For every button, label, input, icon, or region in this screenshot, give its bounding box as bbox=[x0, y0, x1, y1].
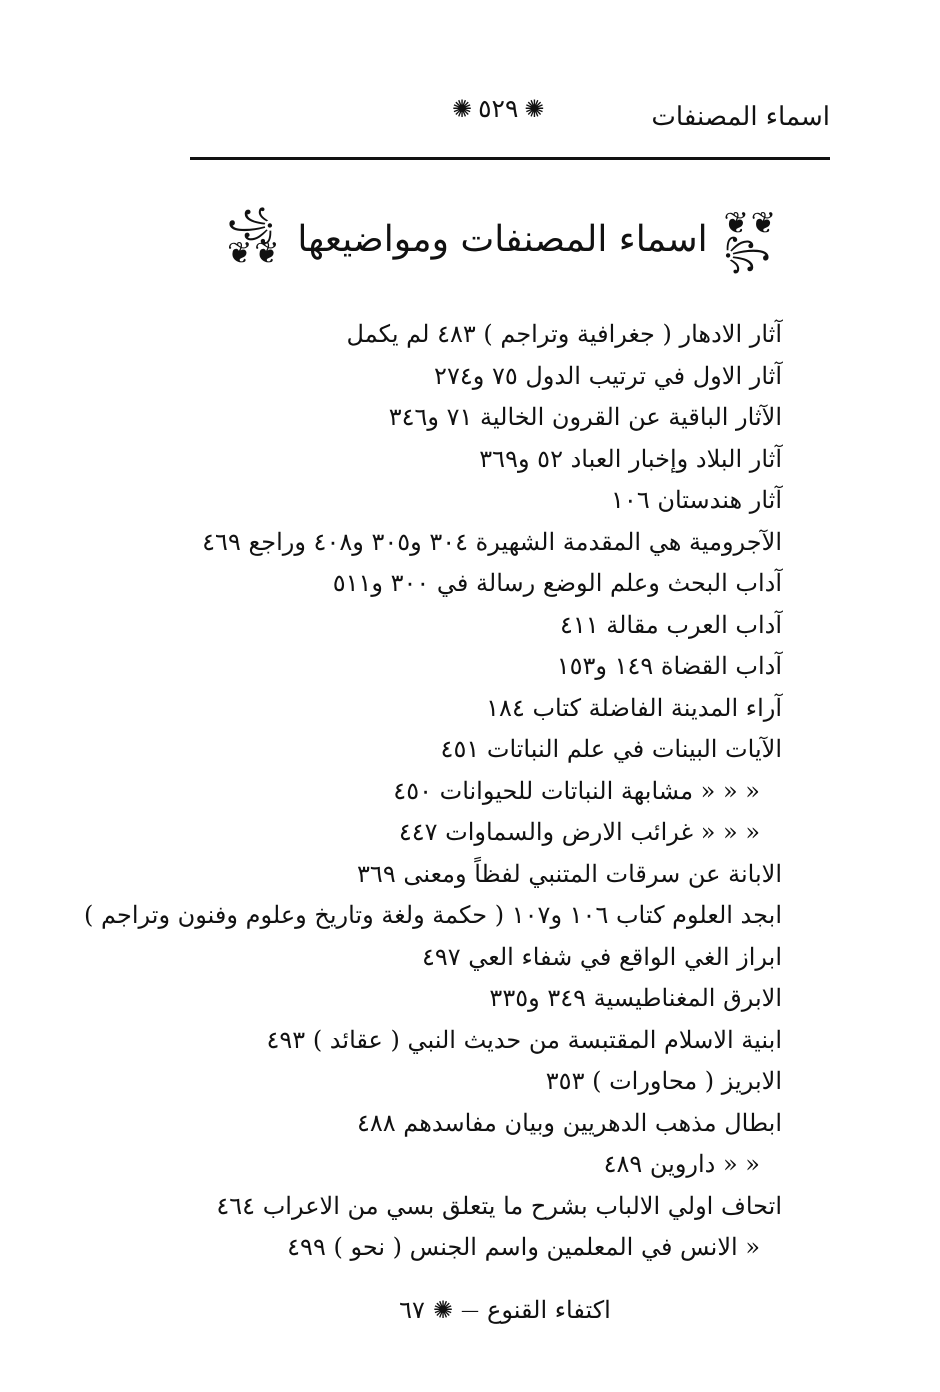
star-ornament-icon: ✺ bbox=[452, 94, 473, 123]
list-item: الابريز ( محاورات ) ٣٥٣ bbox=[545, 1067, 782, 1095]
list-item: « « داروين ٤٨٩ bbox=[603, 1150, 760, 1178]
footer-signature bbox=[370, 1290, 640, 1330]
list-item: آداب العرب مقالة ٤١١ bbox=[559, 610, 782, 639]
footer-text: اكتفاء القنوع bbox=[487, 1296, 611, 1324]
list-item: ابجد العلوم كتاب ١٠٦ و١٠٧ ( حكمة ولغة وتاريخ وعلوم وفنون وتراجم ) bbox=[84, 901, 782, 929]
running-header bbox=[190, 92, 830, 142]
list-item: آداب البحث وعلم الوضع رسالة في ٣٠٠ و٥١١ bbox=[332, 569, 782, 597]
title-banner bbox=[227, 206, 778, 271]
list-item: الآيات البينات في علم النباتات ٤٥١ bbox=[440, 735, 782, 763]
entry-list bbox=[84, 314, 782, 1269]
list-item: اتحاف اولي الالباب بشرح ما يتعلق بسي من الاعراب ٤٦٤ bbox=[216, 1191, 782, 1220]
header-title: اسماء المصنفات bbox=[651, 102, 830, 132]
list-item: « « « غرائب الارض والسماوات ٤٤٧ bbox=[398, 818, 760, 846]
section-title: اسماء المصنفات ومواضيعها bbox=[297, 218, 708, 260]
list-item: الابرق المغناطيسية ٣٤٩ و٣٣٥ bbox=[489, 984, 782, 1012]
list-item: آثار هندستان ١٠٦ bbox=[611, 486, 782, 514]
star-ornament-icon: ✺ bbox=[432, 1296, 454, 1324]
list-item: آثار الادهار ( جغرافية وتراجم ) ٤٨٣ لم يكمل bbox=[346, 320, 782, 348]
footer-number: ٦٧ bbox=[399, 1296, 425, 1324]
list-item: « الانس في المعلمين واسم الجنس ( نحو ) ٤٩٩ bbox=[287, 1233, 760, 1261]
ornament-right-icon: ❦❦꧂ bbox=[723, 206, 778, 271]
list-item: آراء المدينة الفاضلة كتاب ١٨٤ bbox=[486, 693, 782, 722]
list-item: آداب القضاة ١٤٩ و١٥٣ bbox=[556, 652, 782, 680]
list-item: ابطال مذهب الدهريين وبيان مفاسدهم ٤٨٨ bbox=[356, 1108, 782, 1137]
header-rule bbox=[190, 157, 830, 160]
list-item: الابانة عن سرقات المتنبي لفظاً ومعنى ٣٦٩ bbox=[357, 859, 782, 888]
list-item: آثار الاول في ترتيب الدول ٧٥ و٢٧٤ bbox=[434, 361, 782, 390]
list-item: الآجرومية هي المقدمة الشهيرة ٣٠٤ و٣٠٥ و٤٠٨ وراجع ٤٦٩ bbox=[202, 527, 782, 556]
list-item: ابراز الغي الواقع في شفاء العي ٤٩٧ bbox=[421, 942, 782, 971]
list-item: « « « مشابهة النباتات للحيوانات ٤٥٠ bbox=[393, 776, 760, 805]
list-item: آثار البلاد وإخبار العباد ٥٢ و٣٦٩ bbox=[479, 444, 782, 473]
page-number: ٥٢٩ bbox=[478, 94, 519, 123]
footer-dash: — bbox=[461, 1299, 480, 1321]
list-item: الآثار الباقية عن القرون الخالية ٧١ و٣٤٦ bbox=[388, 403, 782, 431]
page-number-group bbox=[452, 94, 545, 123]
star-ornament-icon: ✺ bbox=[524, 94, 545, 123]
list-item: ابنية الاسلام المقتبسة من حديث النبي ( عقائد ) ٤٩٣ bbox=[266, 1025, 782, 1054]
ornament-left-icon: ꧁❦❦ bbox=[227, 206, 282, 271]
